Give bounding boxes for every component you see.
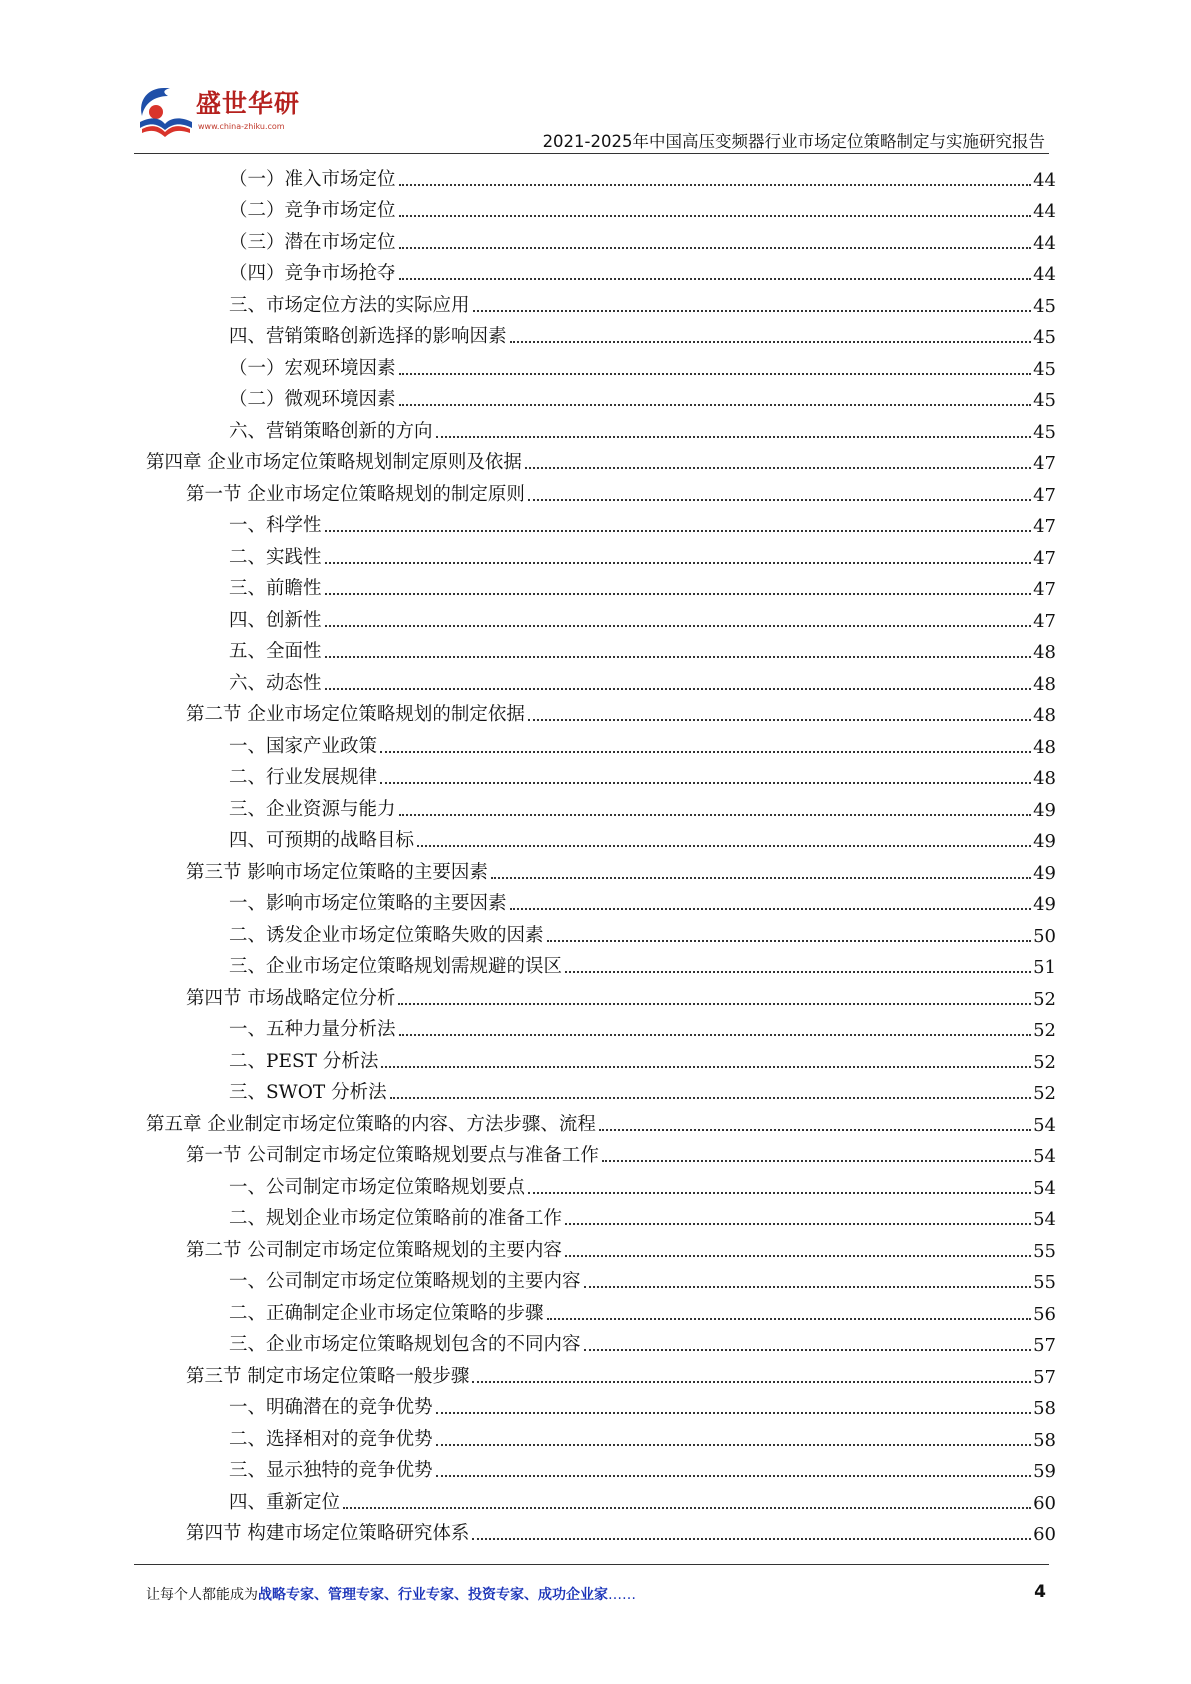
toc-entry-title: 二、选择相对的竞争优势 [229, 1428, 433, 1450]
toc-entry-page: 45 [1033, 390, 1056, 411]
toc-entry[interactable] [146, 573, 1056, 605]
toc-entry-title: 第一节 公司制定市场定位策略规划要点与准备工作 [186, 1145, 599, 1166]
toc-entry[interactable] [146, 888, 1056, 920]
toc-dot-leader [325, 688, 1032, 690]
toc-entry[interactable] [146, 1140, 1056, 1172]
logo-name: 盛世华研 [196, 89, 301, 118]
toc-entry-page: 45 [1033, 327, 1056, 348]
toc-entry-title: 第五章 企业制定市场定位策略的内容、方法步骤、流程 [146, 1113, 596, 1135]
toc-dot-leader [491, 877, 1031, 879]
toc-dot-leader [436, 1444, 1032, 1446]
toc-entry-page: 47 [1033, 579, 1056, 600]
toc-entry[interactable] [146, 856, 1056, 888]
toc-entry-title: 三、市场定位方法的实际应用 [229, 294, 470, 316]
toc-dot-leader [325, 562, 1032, 564]
toc-dot-leader [473, 310, 1032, 312]
toc-entry-page: 45 [1033, 358, 1056, 380]
toc-dot-leader [436, 1412, 1032, 1414]
toc-dot-leader [528, 1192, 1031, 1194]
toc-entry-title: 一、影响市场定位策略的主要因素 [229, 893, 507, 914]
toc-dot-leader [417, 845, 1031, 847]
toc-entry[interactable] [146, 1171, 1056, 1203]
toc-dot-leader [325, 656, 1032, 658]
toc-entry[interactable] [146, 258, 1056, 290]
toc-entry[interactable] [146, 1077, 1056, 1109]
toc-dot-leader [472, 1381, 1031, 1383]
toc-entry-title: （三）潜在市场定位 [229, 231, 396, 253]
toc-entry[interactable] [146, 1234, 1056, 1266]
toc-entry-page: 48 [1033, 736, 1056, 758]
toc-entry-title: 第三节 影响市场定位策略的主要因素 [186, 861, 488, 883]
toc-entry[interactable] [146, 1108, 1056, 1140]
toc-entry-title: 六、动态性 [229, 672, 322, 694]
toc-entry-title: 第四节 市场战略定位分析 [186, 987, 396, 1009]
toc-entry[interactable] [146, 667, 1056, 699]
toc-entry-page: 49 [1033, 862, 1056, 884]
toc-dot-leader [525, 467, 1031, 469]
toc-dot-leader [325, 530, 1032, 532]
toc-dot-leader [399, 247, 1032, 249]
toc-entry[interactable] [146, 793, 1056, 825]
toc-entry[interactable] [146, 1266, 1056, 1298]
toc-entry[interactable] [146, 1045, 1056, 1077]
page-number: 4 [1034, 1582, 1046, 1602]
toc-dot-leader [547, 940, 1032, 942]
toc-entry-page: 47 [1033, 516, 1056, 537]
toc-entry-page: 54 [1033, 1146, 1056, 1167]
toc-entry-page: 49 [1033, 894, 1056, 915]
toc-entry-title: 三、SWOT 分析法 [229, 1082, 387, 1103]
toc-entry[interactable] [146, 1360, 1056, 1392]
toc-entry[interactable] [146, 951, 1056, 983]
toc-entry-title: 第四章 企业市场定位策略规划制定原则及依据 [146, 452, 522, 473]
toc-dot-leader [381, 1066, 1031, 1068]
toc-dot-leader [565, 1223, 1031, 1225]
page-header [134, 82, 1049, 152]
toc-entry-title: 二、行业发展规律 [229, 767, 378, 788]
table-of-contents [146, 163, 1056, 1549]
toc-entry-title: 二、PEST 分析法 [229, 1050, 379, 1072]
toc-entry[interactable] [146, 1297, 1056, 1329]
toc-dot-leader [436, 436, 1032, 438]
toc-entry[interactable] [146, 478, 1056, 510]
toc-entry-title: 二、正确制定企业市场定位策略的步骤 [229, 1302, 544, 1324]
toc-entry[interactable] [146, 415, 1056, 447]
toc-entry[interactable] [146, 730, 1056, 762]
toc-entry[interactable] [146, 384, 1056, 416]
toc-entry[interactable] [146, 447, 1056, 479]
toc-dot-leader [398, 1003, 1031, 1005]
toc-entry-title: 三、显示独特的竞争优势 [229, 1460, 433, 1481]
toc-entry-page: 55 [1033, 1272, 1056, 1293]
toc-entry[interactable] [146, 1518, 1056, 1550]
toc-entry-title: 五、全面性 [229, 641, 322, 662]
toc-entry[interactable] [146, 1455, 1056, 1487]
toc-entry-title: 三、企业市场定位策略规划需规避的误区 [229, 956, 563, 977]
toc-entry-page: 59 [1033, 1461, 1056, 1482]
toc-entry[interactable] [146, 195, 1056, 227]
toc-entry-page: 48 [1033, 768, 1056, 789]
toc-entry-page: 50 [1033, 925, 1056, 947]
toc-entry-page: 57 [1033, 1366, 1056, 1388]
toc-entry-title: 第一节 企业市场定位策略规划的制定原则 [186, 483, 525, 505]
toc-entry-title: 一、五种力量分析法 [229, 1019, 396, 1040]
toc-dot-leader [399, 1034, 1032, 1036]
toc-entry[interactable] [146, 1423, 1056, 1455]
toc-dot-leader [528, 719, 1031, 721]
toc-entry-page: 47 [1033, 453, 1056, 474]
toc-entry-page: 54 [1033, 1114, 1056, 1136]
toc-entry-page: 52 [1033, 1020, 1056, 1041]
logo-url: www.china-zhiku.com [198, 122, 285, 131]
toc-dot-leader [565, 971, 1031, 973]
toc-entry-page: 45 [1033, 421, 1056, 443]
toc-entry[interactable] [146, 604, 1056, 636]
toc-entry-page: 55 [1033, 1240, 1056, 1262]
toc-entry-title: 第二节 企业市场定位策略规划的制定依据 [186, 704, 525, 725]
toc-entry-title: 四、创新性 [229, 609, 322, 631]
toc-entry-title: （一）宏观环境因素 [229, 357, 396, 379]
toc-entry-page: 57 [1033, 1335, 1056, 1356]
toc-entry-title: 六、营销策略创新的方向 [229, 420, 433, 442]
toc-entry-title: （二）微观环境因素 [229, 389, 396, 410]
toc-dot-leader [472, 1538, 1031, 1540]
toc-dot-leader [325, 593, 1032, 595]
toc-entry[interactable] [146, 226, 1056, 258]
toc-entry[interactable] [146, 1203, 1056, 1235]
footer-divider [134, 1564, 1049, 1565]
toc-entry-page: 58 [1033, 1398, 1056, 1419]
toc-entry[interactable] [146, 1392, 1056, 1424]
toc-dot-leader [528, 499, 1031, 501]
toc-entry-title: 四、营销策略创新选择的影响因素 [229, 326, 507, 347]
toc-entry-title: 二、规划企业市场定位策略前的准备工作 [229, 1208, 563, 1229]
toc-entry[interactable] [146, 825, 1056, 857]
toc-entry-page: 58 [1033, 1429, 1056, 1451]
toc-entry-page: 48 [1033, 705, 1056, 726]
toc-entry-page: 56 [1033, 1303, 1056, 1325]
toc-entry[interactable] [146, 762, 1056, 794]
toc-entry-page: 60 [1033, 1524, 1056, 1545]
toc-entry[interactable] [146, 321, 1056, 353]
toc-entry[interactable] [146, 510, 1056, 542]
company-logo [134, 82, 304, 146]
footer-slogan-ellipsis: …… [608, 1587, 636, 1603]
toc-dot-leader [399, 404, 1032, 406]
toc-entry-page: 44 [1033, 264, 1056, 285]
toc-entry-title: （二）竞争市场定位 [229, 200, 396, 221]
toc-dot-leader [380, 751, 1031, 753]
toc-entry-page: 47 [1033, 484, 1056, 506]
toc-dot-leader [380, 782, 1031, 784]
header-divider [134, 153, 1049, 154]
toc-dot-leader [602, 1160, 1031, 1162]
toc-entry-page: 44 [1033, 232, 1056, 254]
toc-dot-leader [399, 278, 1032, 280]
toc-entry-title: （四）竞争市场抢夺 [229, 263, 396, 284]
toc-dot-leader [399, 184, 1032, 186]
toc-entry-title: 一、公司制定市场定位策略规划的主要内容 [229, 1271, 581, 1292]
toc-entry-page: 45 [1033, 295, 1056, 317]
toc-dot-leader [390, 1097, 1032, 1099]
report-title: 2021-2025年中国高压变频器行业市场定位策略制定与实施研究报告 [542, 132, 1045, 151]
toc-dot-leader [399, 215, 1032, 217]
toc-entry-title: 第二节 公司制定市场定位策略规划的主要内容 [186, 1239, 562, 1261]
toc-entry[interactable] [146, 699, 1056, 731]
toc-entry-title: 一、明确潜在的竞争优势 [229, 1397, 433, 1418]
toc-entry-title: 第三节 制定市场定位策略一般步骤 [186, 1365, 470, 1387]
toc-entry-page: 49 [1033, 831, 1056, 852]
toc-entry-title: 四、可预期的战略目标 [229, 830, 415, 851]
toc-entry-title: 一、科学性 [229, 515, 322, 536]
toc-entry[interactable] [146, 541, 1056, 573]
toc-entry-page: 52 [1033, 988, 1056, 1010]
toc-entry[interactable] [146, 982, 1056, 1014]
toc-entry[interactable] [146, 1014, 1056, 1046]
toc-entry-title: 四、重新定位 [229, 1491, 341, 1513]
toc-entry[interactable] [146, 289, 1056, 321]
toc-entry[interactable] [146, 919, 1056, 951]
toc-dot-leader [584, 1349, 1032, 1351]
toc-entry[interactable] [146, 1329, 1056, 1361]
toc-entry-title: 三、前瞻性 [229, 578, 322, 599]
book-swoosh-icon [134, 82, 196, 144]
toc-entry-page: 52 [1033, 1083, 1056, 1104]
toc-entry-title: 二、实践性 [229, 546, 322, 568]
toc-entry-page: 60 [1033, 1492, 1056, 1514]
toc-entry[interactable] [146, 352, 1056, 384]
footer-slogan-roles: 战略专家、管理专家、行业专家、投资专家、成功企业家 [258, 1587, 608, 1603]
toc-entry[interactable] [146, 1486, 1056, 1518]
toc-entry-page: 48 [1033, 642, 1056, 663]
toc-entry-title: 第四节 构建市场定位策略研究体系 [186, 1523, 470, 1544]
toc-entry-title: 二、诱发企业市场定位策略失败的因素 [229, 924, 544, 946]
toc-entry-title: 一、国家产业政策 [229, 735, 378, 757]
toc-entry-title: 三、企业市场定位策略规划包含的不同内容 [229, 1334, 581, 1355]
toc-entry-page: 47 [1033, 610, 1056, 632]
toc-dot-leader [325, 625, 1032, 627]
toc-entry-page: 47 [1033, 547, 1056, 569]
toc-entry[interactable] [146, 636, 1056, 668]
toc-entry[interactable] [146, 163, 1056, 195]
footer-slogan-prefix: 让每个人都能成为 [146, 1587, 258, 1603]
toc-entry-page: 44 [1033, 201, 1056, 222]
page-footer [146, 1584, 1046, 1610]
toc-dot-leader [510, 341, 1032, 343]
toc-entry-title: 三、企业资源与能力 [229, 798, 396, 820]
toc-entry-page: 49 [1033, 799, 1056, 821]
toc-dot-leader [565, 1255, 1031, 1257]
toc-entry-page: 54 [1033, 1209, 1056, 1230]
toc-dot-leader [547, 1318, 1032, 1320]
toc-dot-leader [599, 1129, 1031, 1131]
toc-dot-leader [436, 1475, 1032, 1477]
toc-entry-page: 54 [1033, 1177, 1056, 1199]
toc-dot-leader [399, 814, 1032, 816]
toc-entry-page: 48 [1033, 673, 1056, 695]
toc-entry-page: 44 [1033, 169, 1056, 191]
toc-entry-page: 51 [1033, 957, 1056, 978]
toc-entry-page: 52 [1033, 1051, 1056, 1073]
toc-dot-leader [399, 373, 1032, 375]
toc-entry-title: （一）准入市场定位 [229, 168, 396, 190]
toc-dot-leader [343, 1507, 1031, 1509]
toc-entry-title: 一、公司制定市场定位策略规划要点 [229, 1176, 526, 1198]
toc-dot-leader [510, 908, 1032, 910]
toc-dot-leader [584, 1286, 1032, 1288]
